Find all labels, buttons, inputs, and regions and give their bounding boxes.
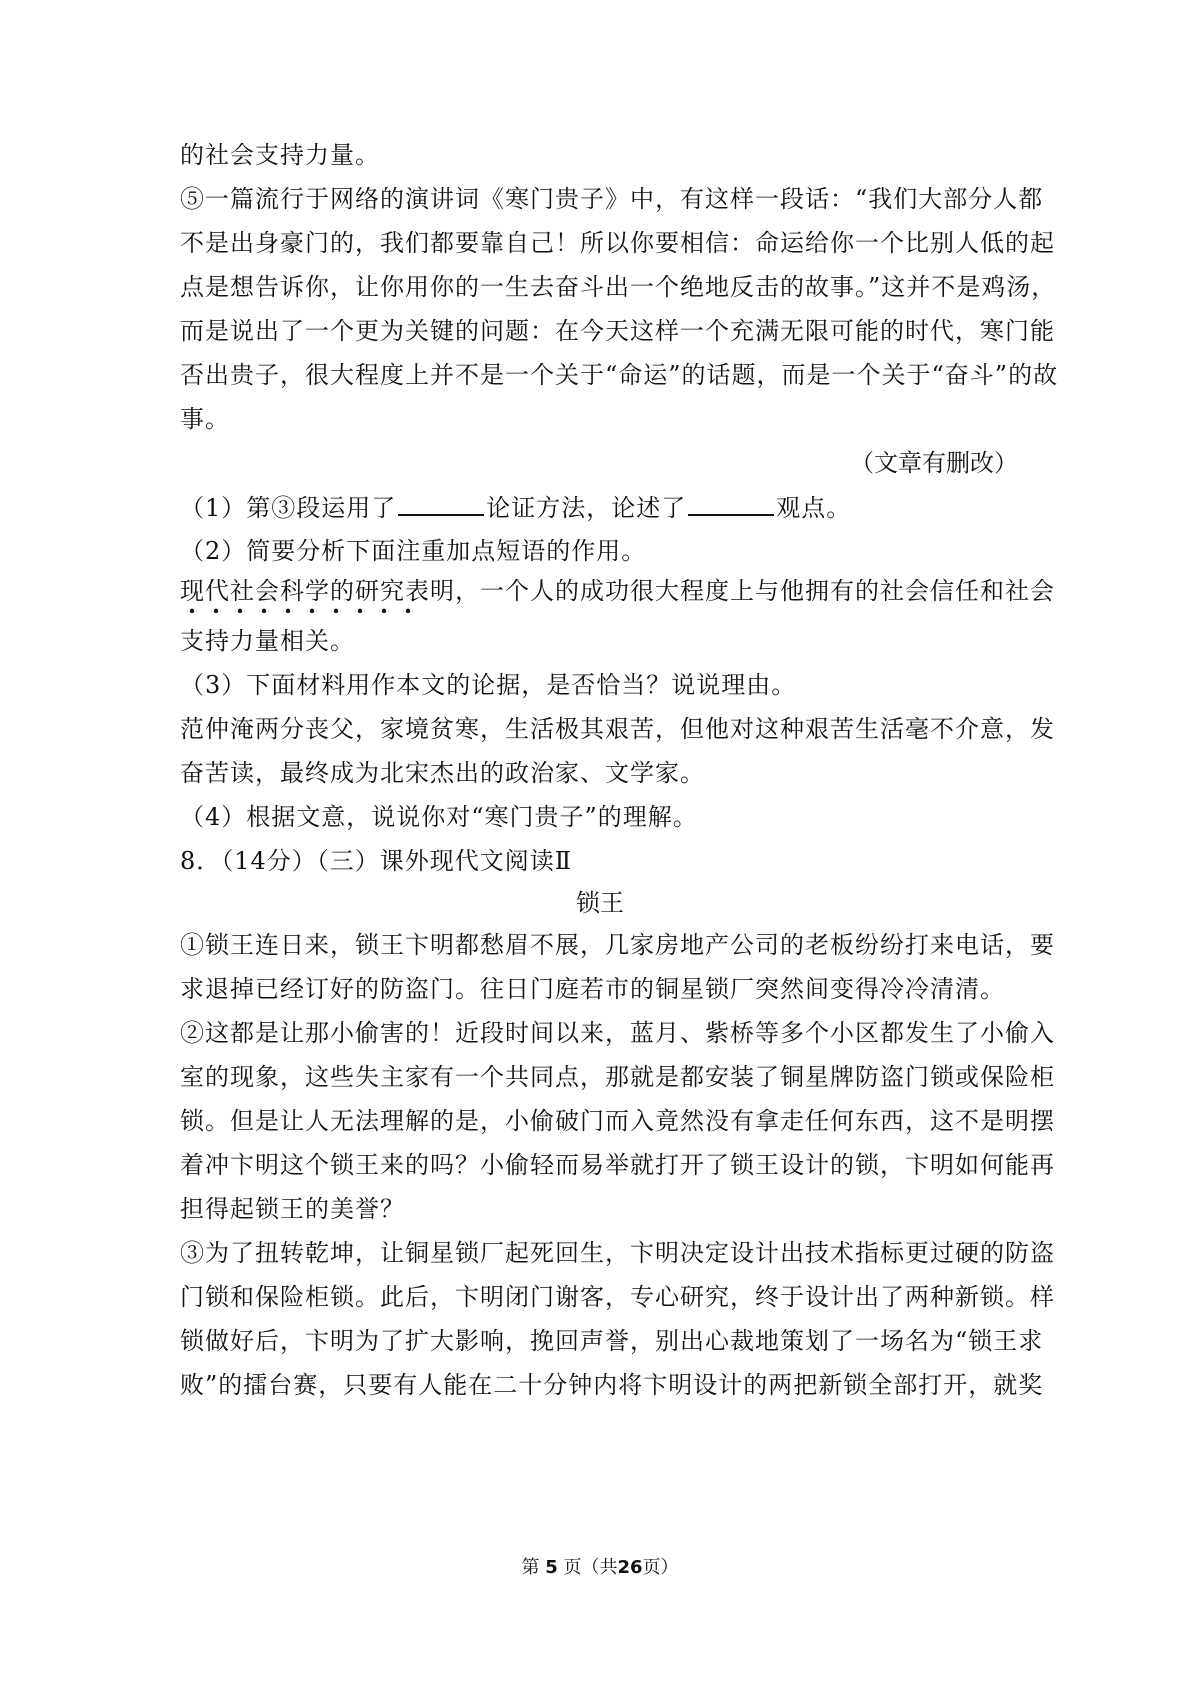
paragraph-line: 的社会支持力量。 [180, 141, 380, 169]
story-line: 门锁和保险柜锁。此后，卞明闭门谢客，专心研究，终于设计出了两种新锁。样 [180, 1283, 1055, 1311]
story-line: 着冲卞明这个锁王来的吗？小偷轻而易举就打开了锁王设计的锁，卞明如何能再 [180, 1151, 1055, 1179]
paragraph-line: 点是想告诉你，让你用你的一生去奋斗出一个绝地反击的故事。”这并不是鸡汤， [180, 273, 1057, 301]
source-note: （文章有删改） [850, 449, 1018, 477]
paragraph-line: 否出贵子，很大程度上并不是一个关于“命运”的话题，而是一个关于“奋斗”的故 [180, 361, 1059, 389]
footer-suffix: 页） [642, 1557, 679, 1578]
footer-prefix: 第 [521, 1557, 540, 1578]
question-2: （2）简要分析下面注重加点短语的作用。 [180, 537, 647, 565]
answer-blank [688, 492, 774, 516]
paragraph-line: ⑤一篇流行于网络的演讲词《寒门贵子》中，有这样一段话：“我们大部分人都 [180, 185, 1044, 213]
story-line: 担得起锁王的美誉？ [180, 1195, 405, 1223]
question-1 [180, 492, 851, 523]
story-line: 锁。但是让人无法理解的是，小偷破门而入竟然没有拿走任何东西，这不是明摆 [180, 1107, 1055, 1135]
question-4: （4）根据文意，说说你对“寒门贵子”的理解。 [180, 803, 698, 831]
question-3-material: 范仲淹两分丧父，家境贫寒，生活极其艰苦，但他对这种艰苦生活毫不介意，发 [180, 715, 1055, 743]
question-1-text-c: 观点。 [776, 494, 852, 522]
question-2-quote [180, 576, 1055, 606]
paragraph-line: 事。 [180, 405, 230, 433]
question-2-quote-line2: 支持力量相关。 [180, 627, 355, 655]
answer-blank [398, 492, 484, 516]
story-title: 锁王 [576, 889, 624, 917]
question-3-material: 奋苦读，最终成为北宋杰出的政治家、文学家。 [180, 759, 705, 787]
paragraph-line: 而是说出了一个更为关键的问题：在今天这样一个充满无限可能的时代，寒门能 [180, 317, 1055, 345]
emphasis-dots [180, 606, 420, 616]
story-line: 求退掉已经订好的防盗门。往日门庭若市的铜星锁厂突然间变得冷冷清清。 [180, 975, 1005, 1003]
story-line: 败”的擂台赛，只要有人能在二十分钟内将卞明设计的两把新锁全部打开，就奖 [180, 1371, 1044, 1399]
page-footer [0, 1556, 1200, 1580]
page-number: 5 [545, 1557, 558, 1578]
total-pages: 26 [617, 1557, 643, 1578]
quote-rest: 一个人的成功很大程度上与他拥有的社会信任和社会 [480, 577, 1055, 605]
footer-middle: 页（共 [563, 1557, 618, 1578]
emphasis-dots-svg [180, 606, 420, 616]
question-1-text-a: （1）第③段运用了 [180, 494, 397, 522]
question-8-heading: 8．（14分）（三）课外现代文阅读Ⅱ [180, 847, 573, 875]
question-1-text-b: 论证方法，论述了 [486, 494, 687, 522]
story-line: 锁做好后，卞明为了扩大影响，挽回声誉，别出心裁地策划了一场名为“锁王求 [180, 1327, 1044, 1355]
story-line: ②这都是让那小偷害的！近段时间以来，蓝月、紫桥等多个小区都发生了小偷入 [180, 1019, 1055, 1047]
dotted-phrase: 现代社会科学的研究表明， [180, 577, 480, 605]
story-line: 室的现象，这些失主家有一个共同点，那就是都安装了铜星牌防盗门锁或保险柜 [180, 1063, 1055, 1091]
story-line: ①锁王连日来，锁王卞明都愁眉不展，几家房地产公司的老板纷纷打来电话，要 [180, 931, 1055, 959]
paragraph-line: 不是出身豪门的，我们都要靠自己！所以你要相信：命运给你一个比别人低的起 [180, 229, 1055, 257]
question-3: （3）下面材料用作本文的论据，是否恰当？说说理由。 [180, 671, 797, 699]
story-line: ③为了扭转乾坤，让铜星锁厂起死回生，卞明决定设计出技术指标更过硬的防盗 [180, 1239, 1055, 1267]
